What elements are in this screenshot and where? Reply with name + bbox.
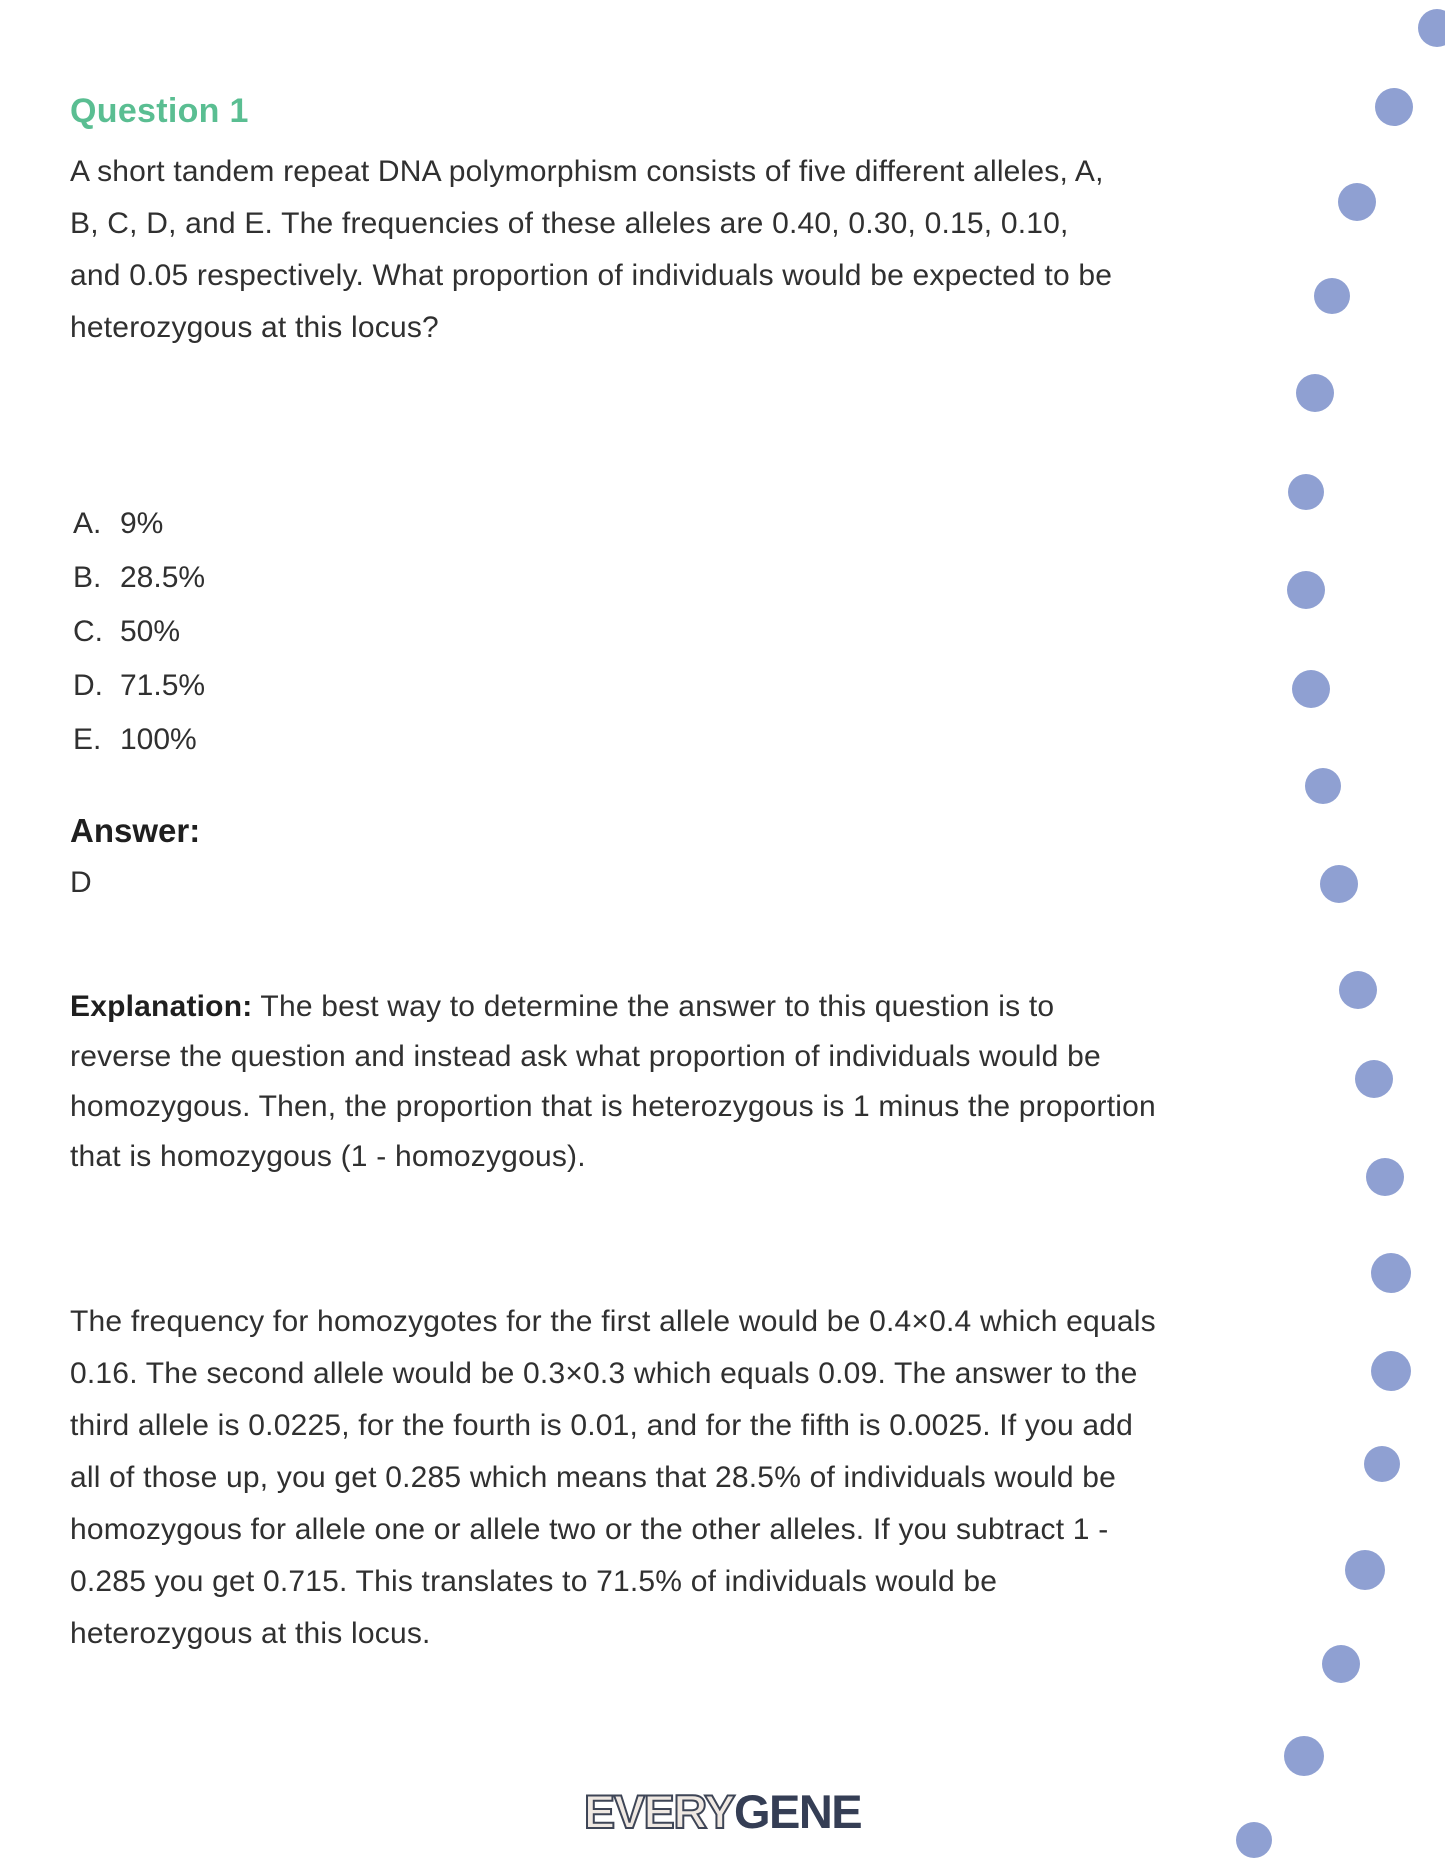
option-row-c [73,605,205,659]
decor-dot [1364,1446,1400,1482]
decor-dot [1339,971,1377,1009]
decor-dot [1418,9,1445,47]
decor-dot [1366,1158,1404,1196]
option-row-d [73,659,205,713]
explanation-text-1: The best way to determine the answer to this question is to reverse the question and instead ask what proportion of individuals would be homozygous. Then, the proportion that is heterozygous is 1 minus the proportion that is homozygous (1 - homozygous). [70,990,1156,1173]
decor-dot [1355,1060,1393,1098]
option-row-b [73,551,205,605]
decor-dot [1320,865,1358,903]
option-text: 50% [120,615,181,648]
decor-dot [1371,1351,1411,1391]
decor-dot [1292,670,1330,708]
option-text: 9% [120,507,164,540]
decor-dot [1375,88,1413,126]
answer-label: Answer: [70,812,201,849]
decor-dot [1284,1736,1324,1776]
option-text: 28.5% [120,561,206,594]
option-text: 71.5% [120,669,206,702]
options-list [73,497,205,767]
answer-value: D [70,866,92,899]
option-letter: C. [73,615,103,648]
option-letter: A. [73,507,102,540]
decor-dot [1296,374,1334,412]
option-text: 100% [120,723,197,756]
option-row-a [73,497,205,551]
question-text: A short tandem repeat DNA polymorphism consists of five different alleles, A, B, C, D, and E. The frequencies of these alleles are 0.40, 0.30, 0.15, 0.10, and 0.05 respectively. What proportion of individuals would be expected to be heterozygous at this locus? [70,155,1113,344]
decor-dot [1305,768,1341,804]
logo-every-text: EVERY [583,1785,734,1838]
decor-dot [1314,278,1350,314]
option-letter: D. [73,669,103,702]
decor-dot [1345,1550,1385,1590]
decor-dot [1371,1253,1411,1293]
logo-gene-text: GENE [733,1785,862,1838]
decor-dot [1287,571,1325,609]
everygene-logo [0,1784,1445,1839]
option-letter: B. [73,561,102,594]
decor-dot [1288,474,1324,510]
explanation-paragraph-2: The frequency for homozygotes for the first allele would be 0.4×0.4 which equals 0.16. The second allele would be 0.3×0.3 which equals 0.09. The answer to the third allele is 0.0225, for the fourth is 0.01, and for the fifth is 0.0025. If you add all of those up, you get 0.285 which means that 28.5% of individuals would be homozygous for allele one or allele two or the other alleles. If you subtract 1 - 0.285 you get 0.715. This translates to 71.5% of individuals would be heterozygous at this locus. [70,1305,1156,1650]
option-row-e [73,713,205,767]
decor-dot [1322,1645,1360,1683]
explanation-paragraph-1 [70,982,1160,1182]
explanation-label: Explanation: [70,990,253,1023]
question-heading: Question 1 [70,92,249,130]
option-letter: E. [73,723,102,756]
decor-dot [1338,183,1376,221]
